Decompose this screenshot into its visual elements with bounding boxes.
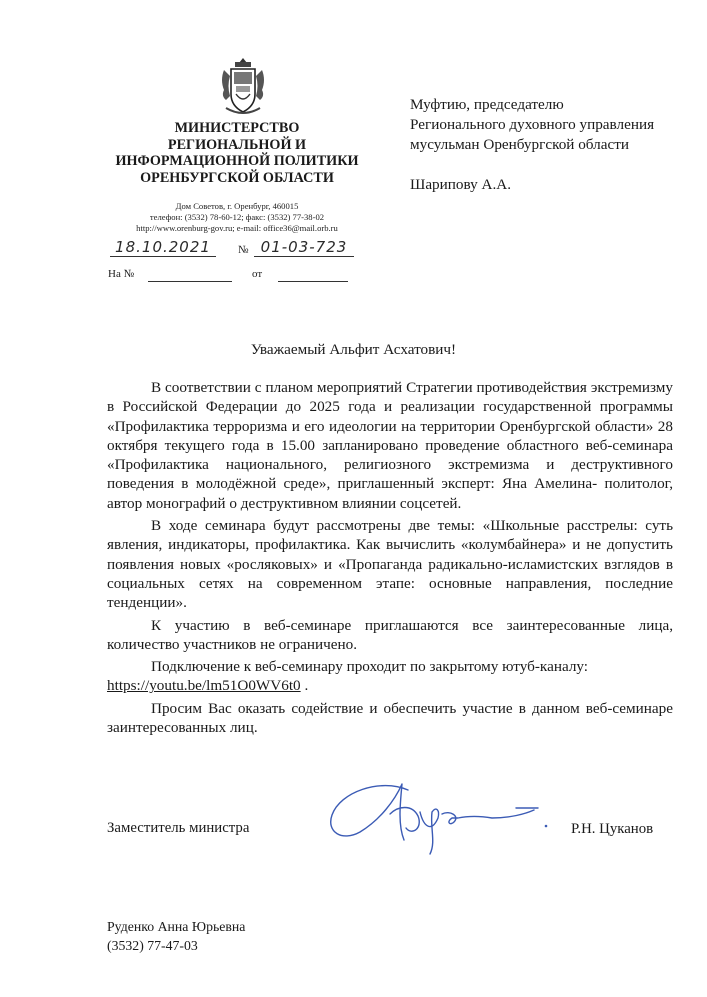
na-nomer-blank [148, 268, 232, 282]
recipient-block [410, 95, 700, 195]
executor-block [107, 917, 245, 955]
ot-label: от [252, 268, 263, 280]
ministry-line: РЕГИОНАЛЬНОЙ И [167, 136, 307, 153]
reg-number-handwritten: 01-03-723 [254, 238, 354, 257]
ministry-name [106, 120, 368, 186]
reg-number-symbol: № [238, 244, 249, 256]
signatory-title: Заместитель министра [107, 820, 250, 836]
youtube-link[interactable]: https://youtu.be/lm51O0WV6t0 [107, 677, 301, 695]
recipient-line: Муфтию, председателю [410, 96, 564, 113]
letter-body [107, 378, 673, 740]
executor-phone: (3532) 77-47-03 [107, 938, 198, 953]
contact-phone: телефон: (3532) 78-60-12; факс: (3532) 77-38-02 [149, 211, 325, 222]
link-trailing-text: . [300, 677, 309, 695]
reg-date-handwritten: 18.10.2021 [110, 238, 216, 257]
registration-block [108, 238, 370, 284]
contact-address: Дом Советов, г. Оренбург, 460015 [175, 201, 299, 211]
paragraph: В ходе семинара будут рассмотрены две темы: «Школьные расстрелы: суть явления, индикаторы, профилактика. Как вычислить «колумбайнера» и не допустить появления новых «росляковых» и «Пропаганда радикально-исламистских взглядов в социальных сетях на современном этапе: основные направления, последние тенденции». [107, 517, 673, 612]
contact-web: http://www.orenburg-gov.ru; e-mail: office36@mail.orb.ru [136, 222, 338, 233]
ministry-contacts [106, 201, 368, 233]
coat-of-arms-emblem [218, 56, 268, 118]
paragraph: Подключение к веб-семинару проходит по закрытому ютуб-каналу: [151, 658, 589, 676]
salutation: Уважаемый Альфит Асхатович! [250, 341, 457, 358]
executor-name: Руденко Анна Юрьевна [107, 919, 246, 934]
ministry-line: ОРЕНБУРГСКОЙ ОБЛАСТИ [140, 169, 334, 186]
recipient-line: мусульман Оренбургской области [410, 136, 629, 153]
paragraph: Просим Вас оказать содействие и обеспечить участие в данном веб-семинаре заинтересованных лиц. [107, 699, 673, 737]
paragraph: В соответствии с планом мероприятий Стратегии противодействия экстремизму в Российской Федерации до 2025 года и реализации государственной программы «Профилактика терроризма и его идеологии на территории Оренбургской области» 28 октября текущего года в 15.00 запланировано проведение областного веб-семинара «Профилактика национального, религиозного экстремизма и деструктивного поведения в молодёжной среде», приглашенный эксперт: Яна Амелина- политолог, автор монографий о деструктивном влиянии соцсетей. [107, 379, 673, 512]
handwritten-signature [320, 770, 590, 860]
ot-blank [278, 268, 348, 282]
ministry-line: МИНИСТЕРСТВО [174, 120, 300, 136]
recipient-name: Шарипову А.А. [410, 176, 512, 193]
paragraph: К участию в веб-семинаре приглашаются все заинтересованные лица, количество участников не ограничено. [107, 616, 673, 653]
na-nomer-label: На № [108, 268, 135, 280]
recipient-line: Регионального духовного управления [410, 116, 655, 133]
signatory-name: Р.Н. Цуканов [571, 821, 654, 837]
link-paragraph [107, 676, 673, 695]
ministry-line: ИНФОРМАЦИОННОЙ ПОЛИТИКИ [115, 153, 359, 169]
